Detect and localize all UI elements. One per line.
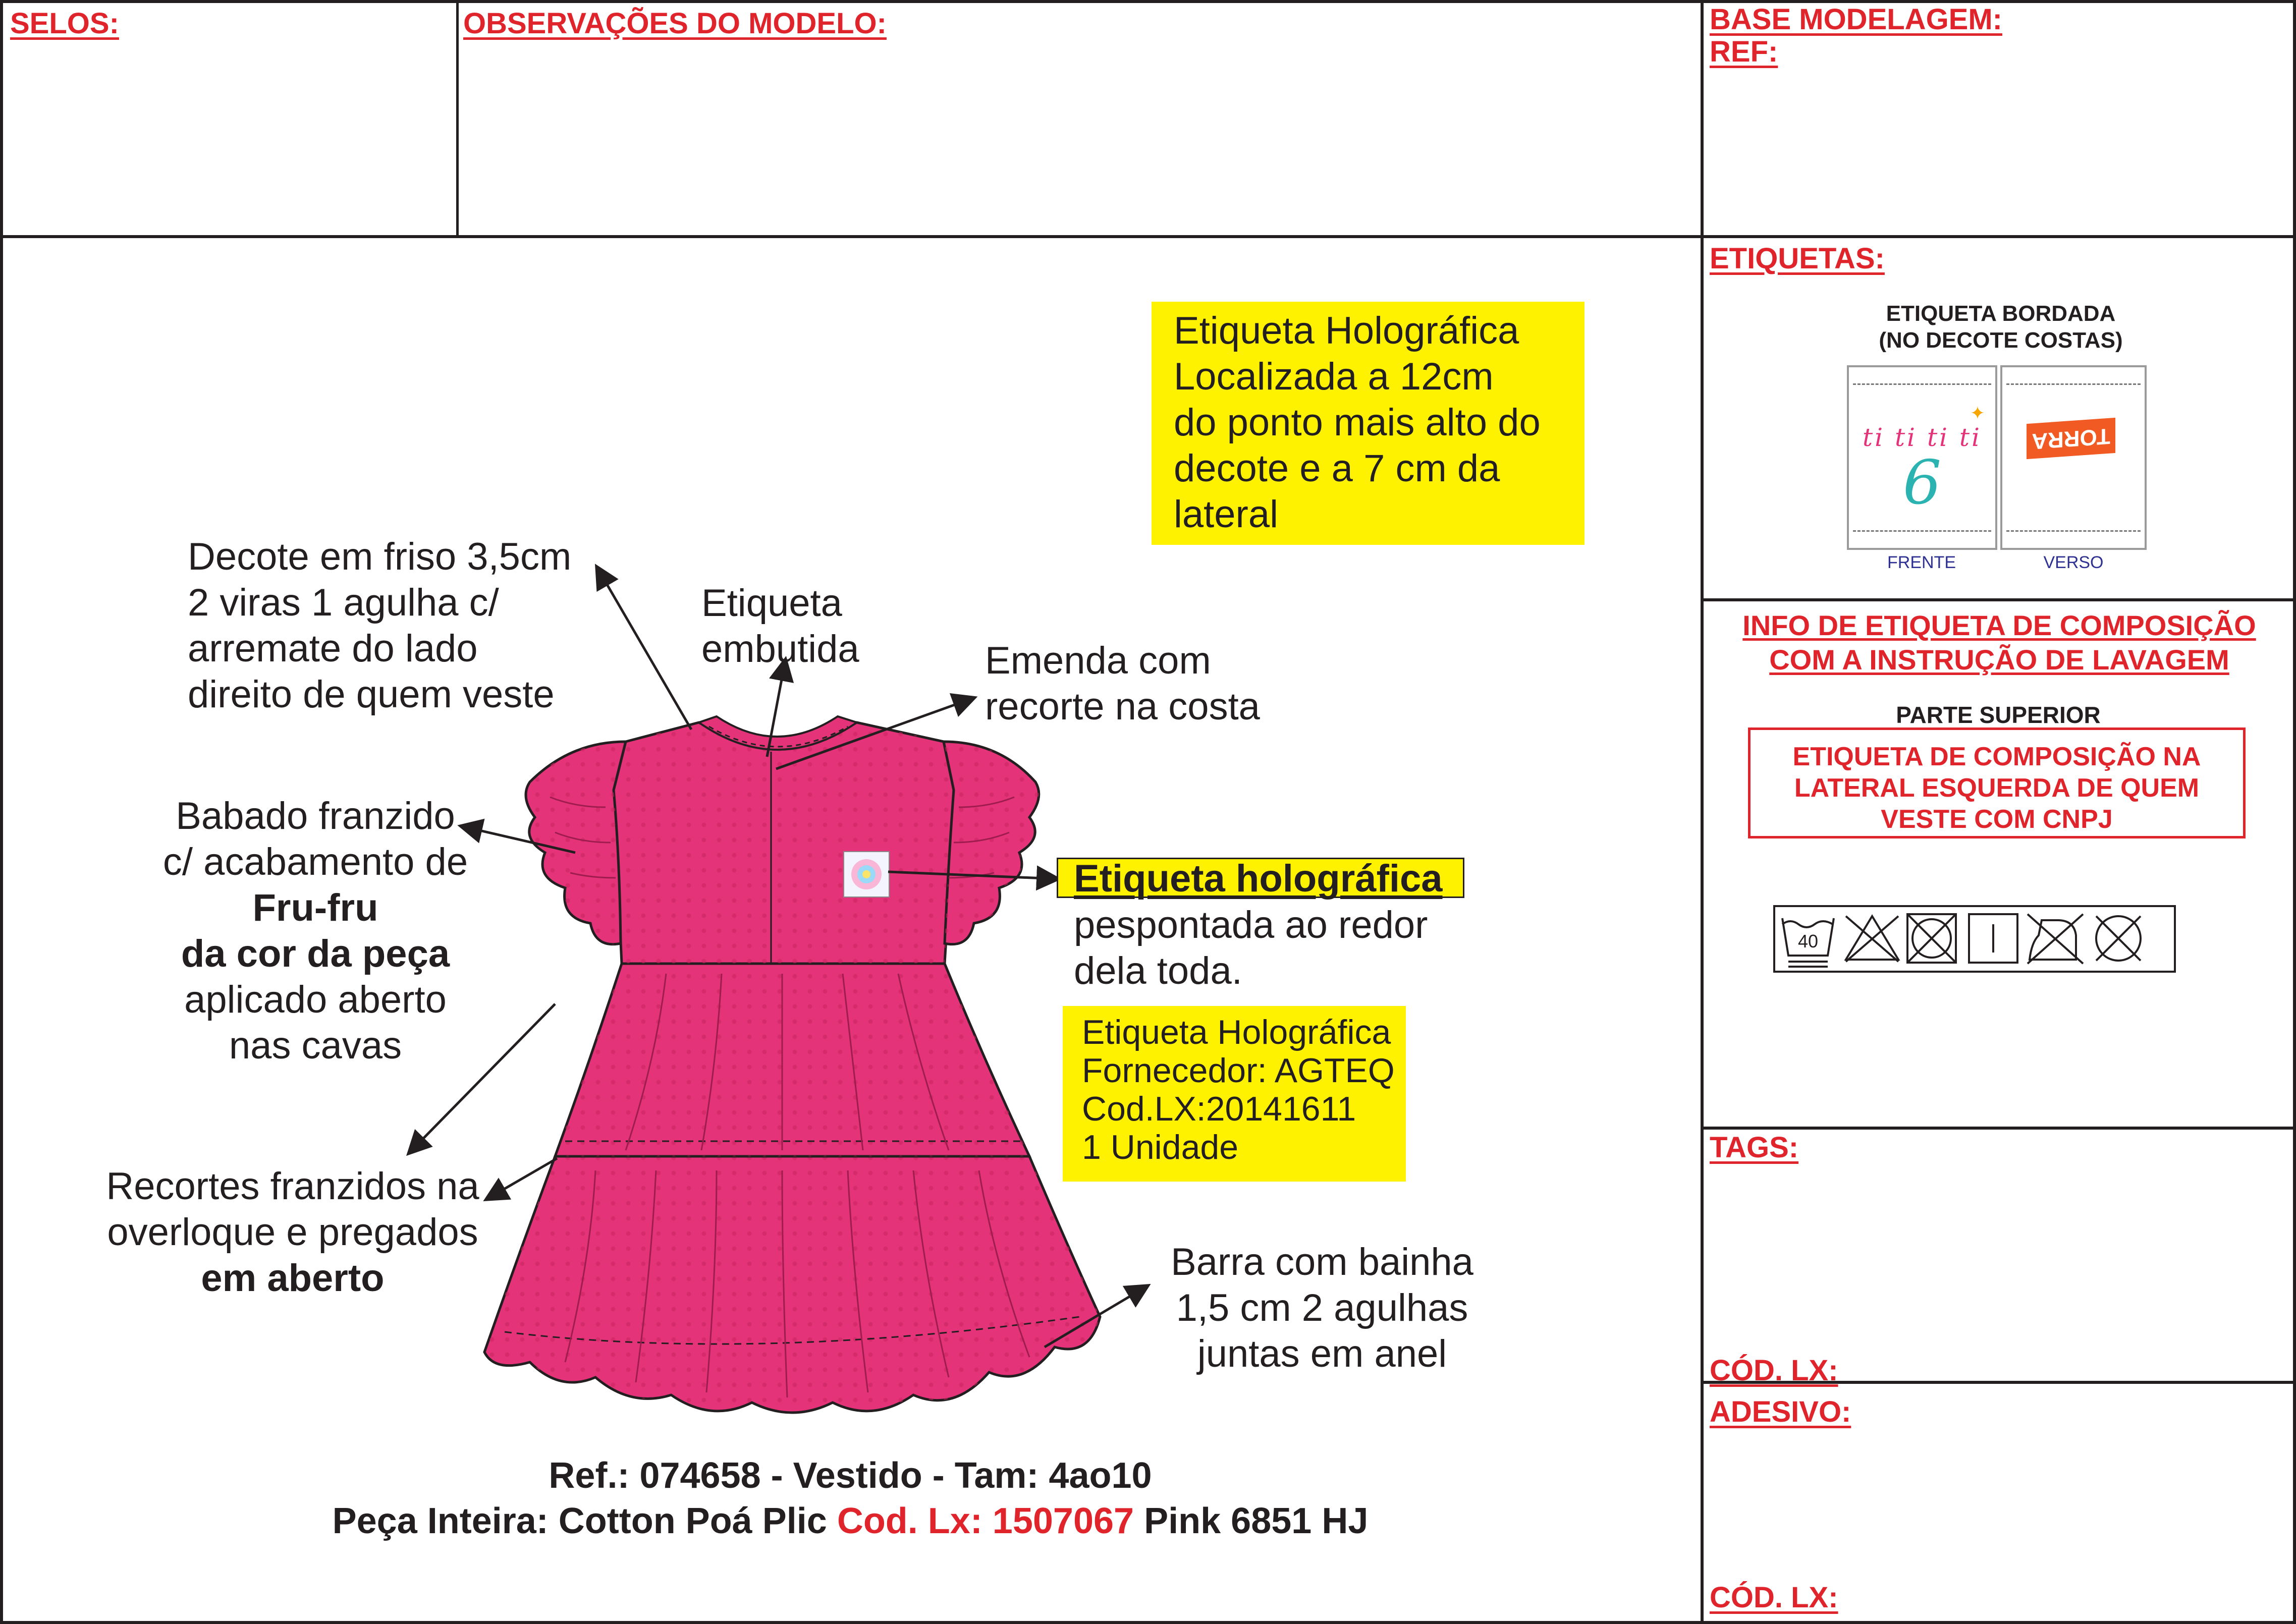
yellow-note-small-line-4: 1 Unidade bbox=[1082, 1128, 1239, 1166]
label-front-caption: FRENTE bbox=[1887, 553, 1956, 572]
yellow-note-top-line-1: Etiqueta Holográfica bbox=[1174, 309, 1519, 352]
callout-decote bbox=[188, 534, 571, 717]
holografica-desc-line-2: dela toda. bbox=[1074, 949, 1242, 992]
tags-label: TAGS: bbox=[1710, 1131, 1799, 1164]
yellow-note-small bbox=[1063, 1006, 1406, 1182]
callout-etiqueta-embutida-line-2: embutida bbox=[701, 628, 859, 670]
callout-babado-line-1: Babado franzido bbox=[176, 795, 455, 837]
yellow-note-small-line-2: Fornecedor: AGTEQ bbox=[1082, 1051, 1395, 1090]
callout-babado-line-5: aplicado aberto bbox=[184, 978, 447, 1021]
callout-recortes-line-1: Recortes franzidos na bbox=[106, 1165, 479, 1208]
callout-recortes-line-2: overloque e pregados bbox=[107, 1211, 478, 1254]
callout-decote-line-2: 2 viras 1 agulha c/ bbox=[188, 581, 499, 624]
observacoes-label: OBSERVAÇÕES DO MODELO: bbox=[463, 7, 887, 40]
callout-etiqueta-embutida bbox=[701, 580, 859, 672]
label-front-number: 6 bbox=[1902, 448, 1942, 518]
bodice bbox=[565, 706, 1002, 964]
holografica-desc bbox=[1074, 902, 1428, 994]
etiqueta-bordada-line-2: (NO DECOTE COSTAS) bbox=[1879, 327, 2123, 353]
yellow-note-small-text bbox=[1082, 1013, 1395, 1166]
callout-barra-line-2: 1,5 cm 2 agulhas bbox=[1176, 1286, 1468, 1329]
callout-recortes bbox=[86, 1163, 500, 1301]
footer-peca-cod: Cod. Lx: 1507067 bbox=[837, 1501, 1134, 1541]
yellow-note-top-line-2: Localizada a 12cm bbox=[1174, 355, 1494, 398]
tags-cod-lx: CÓD. LX: bbox=[1710, 1354, 1838, 1387]
callout-emenda-line-1: Emenda com bbox=[985, 639, 1211, 682]
arrow-decote bbox=[597, 568, 691, 730]
callout-babado-line-3: Fru-fru bbox=[252, 886, 378, 929]
callout-babado-line-4: da cor da peça bbox=[181, 932, 450, 975]
adesivo-cod-lx: CÓD. LX: bbox=[1710, 1581, 1838, 1614]
yellow-note-small-line-3: Cod.LX:20141611 bbox=[1082, 1090, 1356, 1128]
ruffle-sleeve-left bbox=[526, 742, 626, 944]
callout-barra-line-1: Barra com bainha bbox=[1171, 1241, 1473, 1283]
footer-peca-prefix: Peça Inteira: Cotton Poá Plic bbox=[332, 1501, 827, 1541]
callout-babado-line-2: c/ acabamento de bbox=[162, 841, 468, 883]
footer-peca-line bbox=[0, 1498, 1701, 1544]
info-composicao-line-1: INFO DE ETIQUETA DE COMPOSIÇÃO bbox=[1742, 609, 2256, 641]
yellow-note-top-line-3: do ponto mais alto do bbox=[1174, 401, 1541, 444]
etiquetas-label: ETIQUETAS: bbox=[1710, 242, 1885, 275]
label-back-caption: VERSO bbox=[2043, 553, 2104, 572]
skirt-lower-tier bbox=[484, 1156, 1100, 1413]
ruffle-sleeve-right bbox=[944, 742, 1039, 944]
wash-temp-text: 40 bbox=[1797, 931, 1819, 951]
callout-decote-line-4: direito de quem veste bbox=[188, 673, 555, 716]
label-back-logo-text: TORRA bbox=[2032, 423, 2110, 454]
callout-emenda bbox=[985, 638, 1260, 730]
adesivo-label: ADESIVO: bbox=[1710, 1395, 1851, 1428]
callout-recortes-line-3: em aberto bbox=[201, 1257, 385, 1300]
callout-barra-line-3: juntas em anel bbox=[1197, 1332, 1447, 1375]
etiqueta-bordada-line-1: ETIQUETA BORDADA bbox=[1886, 301, 2116, 326]
info-composicao-line-2: COM A INSTRUÇÃO DE LAVAGEM bbox=[1769, 644, 2229, 676]
holografica-title: Etiqueta holográfica bbox=[1074, 857, 1443, 900]
composicao-box-line-2: LATERAL ESQUERDA DE QUEM bbox=[1794, 773, 2200, 803]
holographic-label-icon bbox=[844, 852, 889, 897]
footer bbox=[0, 1453, 1701, 1544]
yellow-note-top-line-4: decote e a 7 cm da bbox=[1174, 447, 1500, 490]
composicao-box-line-1: ETIQUETA DE COMPOSIÇÃO NA bbox=[1792, 742, 2201, 771]
callout-decote-line-1: Decote em friso 3,5cm bbox=[188, 535, 572, 578]
label-front-brand: ti ti ti ti bbox=[1862, 423, 1982, 452]
ref-label: REF: bbox=[1710, 35, 1778, 68]
callout-babado-line-6: nas cavas bbox=[229, 1024, 402, 1067]
composicao-box-line-3: VESTE COM CNPJ bbox=[1881, 805, 2113, 834]
skirt-upper-tier bbox=[555, 964, 1029, 1156]
callout-barra bbox=[1145, 1239, 1499, 1377]
callout-emenda-line-2: recorte na costa bbox=[985, 685, 1260, 728]
callout-babado bbox=[136, 793, 495, 1069]
selos-label: SELOS: bbox=[10, 7, 119, 40]
parte-superior: PARTE SUPERIOR bbox=[1896, 702, 2101, 728]
yellow-note-top-line-5: lateral bbox=[1174, 493, 1278, 536]
callout-etiqueta-embutida-line-1: Etiqueta bbox=[701, 582, 842, 625]
holografica-desc-line-1: pespontada ao redor bbox=[1074, 904, 1428, 946]
yellow-note-small-line-1: Etiqueta Holográfica bbox=[1082, 1013, 1391, 1051]
base-modelagem-label: BASE MODELAGEM: bbox=[1710, 3, 2002, 36]
callout-decote-line-3: arremate do lado bbox=[188, 627, 478, 670]
footer-ref-line: Ref.: 074658 - Vestido - Tam: 4ao10 bbox=[549, 1455, 1152, 1496]
sparkle-icon: ✦ bbox=[1970, 403, 1985, 423]
footer-peca-suffix: Pink 6851 HJ bbox=[1144, 1501, 1369, 1541]
